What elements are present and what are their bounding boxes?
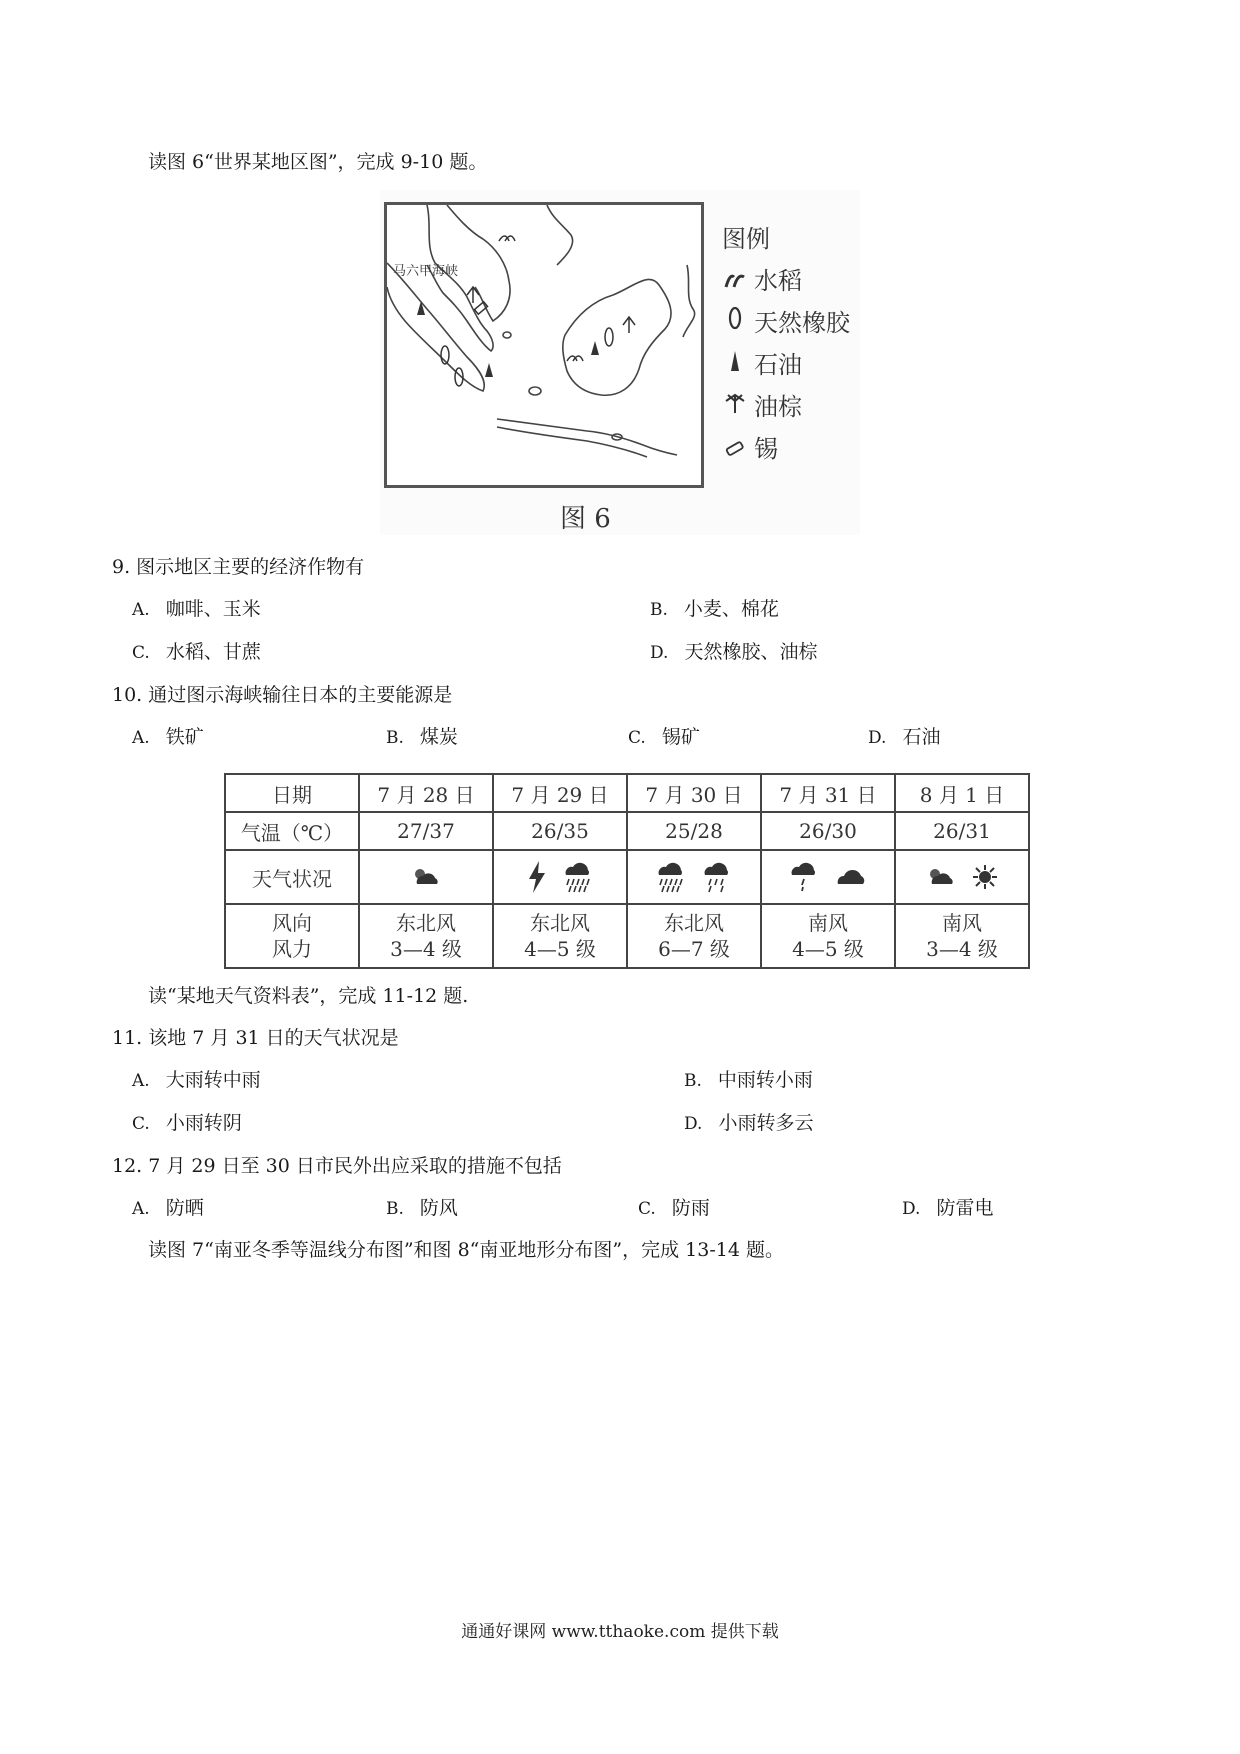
southeast-asia-map: [387, 205, 701, 485]
weather-cell: [359, 850, 493, 904]
q11-option-c[interactable]: C. 小雨转阴: [132, 1112, 242, 1134]
figure-6-map: [380, 190, 860, 535]
header-temperature: 气温（℃）: [225, 812, 359, 850]
rice-icon: [722, 260, 748, 302]
temp-cell: 26/35: [493, 812, 627, 850]
sun-icon: [972, 864, 998, 890]
legend-title: 图例: [722, 225, 770, 253]
oil-palm-icon: [722, 386, 748, 428]
heavy-rain-icon: [656, 861, 686, 893]
temp-cell: 27/37: [359, 812, 493, 850]
q11-option-b[interactable]: B. 中雨转小雨: [684, 1069, 813, 1091]
section-intro-11-12: 读“某地天气资料表”，完成 11-12 题.: [148, 985, 469, 1007]
q9-option-d[interactable]: D. 天然橡胶、油棕: [650, 641, 818, 663]
q10-option-d[interactable]: D. 石油: [868, 726, 941, 748]
q11-stem: 11. 该地 7 月 31 日的天气状况是: [112, 1027, 399, 1049]
q11-option-a[interactable]: A. 大雨转中雨: [132, 1069, 261, 1091]
section-intro-9-10: 读图 6“世界某地区图”，完成 9-10 题。: [148, 151, 488, 173]
page-footer: 通通好课网 www.tthaoke.com 提供下载: [461, 1622, 779, 1642]
q12-option-d[interactable]: D. 防雷电: [902, 1197, 994, 1219]
temp-cell: 25/28: [627, 812, 761, 850]
date-cell: 7 月 29 日: [493, 774, 627, 812]
q12-option-c[interactable]: C. 防雨: [638, 1197, 710, 1219]
legend-item-rubber: 天然橡胶: [722, 302, 850, 344]
legend-item-tin: 锡: [722, 428, 850, 470]
temp-cell: 26/30: [761, 812, 895, 850]
strait-label: 马六甲海峡: [393, 264, 459, 279]
legend-item-oil-palm: 油棕: [722, 386, 850, 428]
section-intro-13-14: 读图 7“南亚冬季等温线分布图”和图 8“南亚地形分布图”，完成 13-14 题。: [148, 1239, 784, 1261]
q10-option-c[interactable]: C. 锡矿: [628, 726, 700, 748]
light-rain-icon: [789, 861, 819, 893]
date-cell: 7 月 28 日: [359, 774, 493, 812]
q10-option-b[interactable]: B. 煤炭: [386, 726, 458, 748]
wind-cell: 南风 4—5 级: [761, 904, 895, 968]
header-date: 日期: [225, 774, 359, 812]
oil-icon: [722, 344, 748, 386]
wind-cell: 东北风 3—4 级: [359, 904, 493, 968]
q9-stem: 9. 图示地区主要的经济作物有: [112, 556, 365, 578]
rubber-icon: [722, 302, 748, 344]
q12-stem: 12. 7 月 29 日至 30 日市民外出应采取的措施不包括: [112, 1155, 562, 1177]
tin-icon: [722, 428, 748, 470]
overcast-icon: [835, 866, 867, 888]
thunder-icon: [527, 861, 547, 893]
temp-cell: 26/31: [895, 812, 1029, 850]
cloudy-sun-icon: [411, 866, 441, 888]
q11-option-d[interactable]: D. 小雨转多云: [684, 1112, 814, 1134]
q10-option-a[interactable]: A. 铁矿: [132, 726, 204, 748]
map-frame: [384, 202, 704, 488]
weather-cell: [493, 850, 627, 904]
figure-caption: 图 6: [560, 504, 611, 534]
q12-option-b[interactable]: B. 防风: [386, 1197, 458, 1219]
date-cell: 7 月 31 日: [761, 774, 895, 812]
date-cell: 8 月 1 日: [895, 774, 1029, 812]
q9-option-b[interactable]: B. 小麦、棉花: [650, 598, 779, 620]
weather-cell: [761, 850, 895, 904]
moderate-rain-icon: [702, 861, 732, 893]
weather-table: [224, 773, 1030, 969]
date-cell: 7 月 30 日: [627, 774, 761, 812]
wind-cell: 东北风 6—7 级: [627, 904, 761, 968]
weather-cell: [895, 850, 1029, 904]
cloudy-sun-icon: [926, 866, 956, 888]
legend-item-rice: 水稻: [722, 260, 850, 302]
q9-option-c[interactable]: C. 水稻、甘蔗: [132, 641, 261, 663]
legend-item-oil: 石油: [722, 344, 850, 386]
q9-option-a[interactable]: A. 咖啡、玉米: [132, 598, 261, 620]
weather-cell: [627, 850, 761, 904]
q10-stem: 10. 通过图示海峡输往日本的主要能源是: [112, 684, 453, 706]
wind-cell: 东北风 4—5 级: [493, 904, 627, 968]
heavy-rain-icon: [563, 861, 593, 893]
header-weather: 天气状况: [225, 850, 359, 904]
q12-option-a[interactable]: A. 防晒: [132, 1197, 204, 1219]
map-legend: [722, 218, 850, 470]
header-wind: 风向 风力: [225, 904, 359, 968]
wind-cell: 南风 3—4 级: [895, 904, 1029, 968]
